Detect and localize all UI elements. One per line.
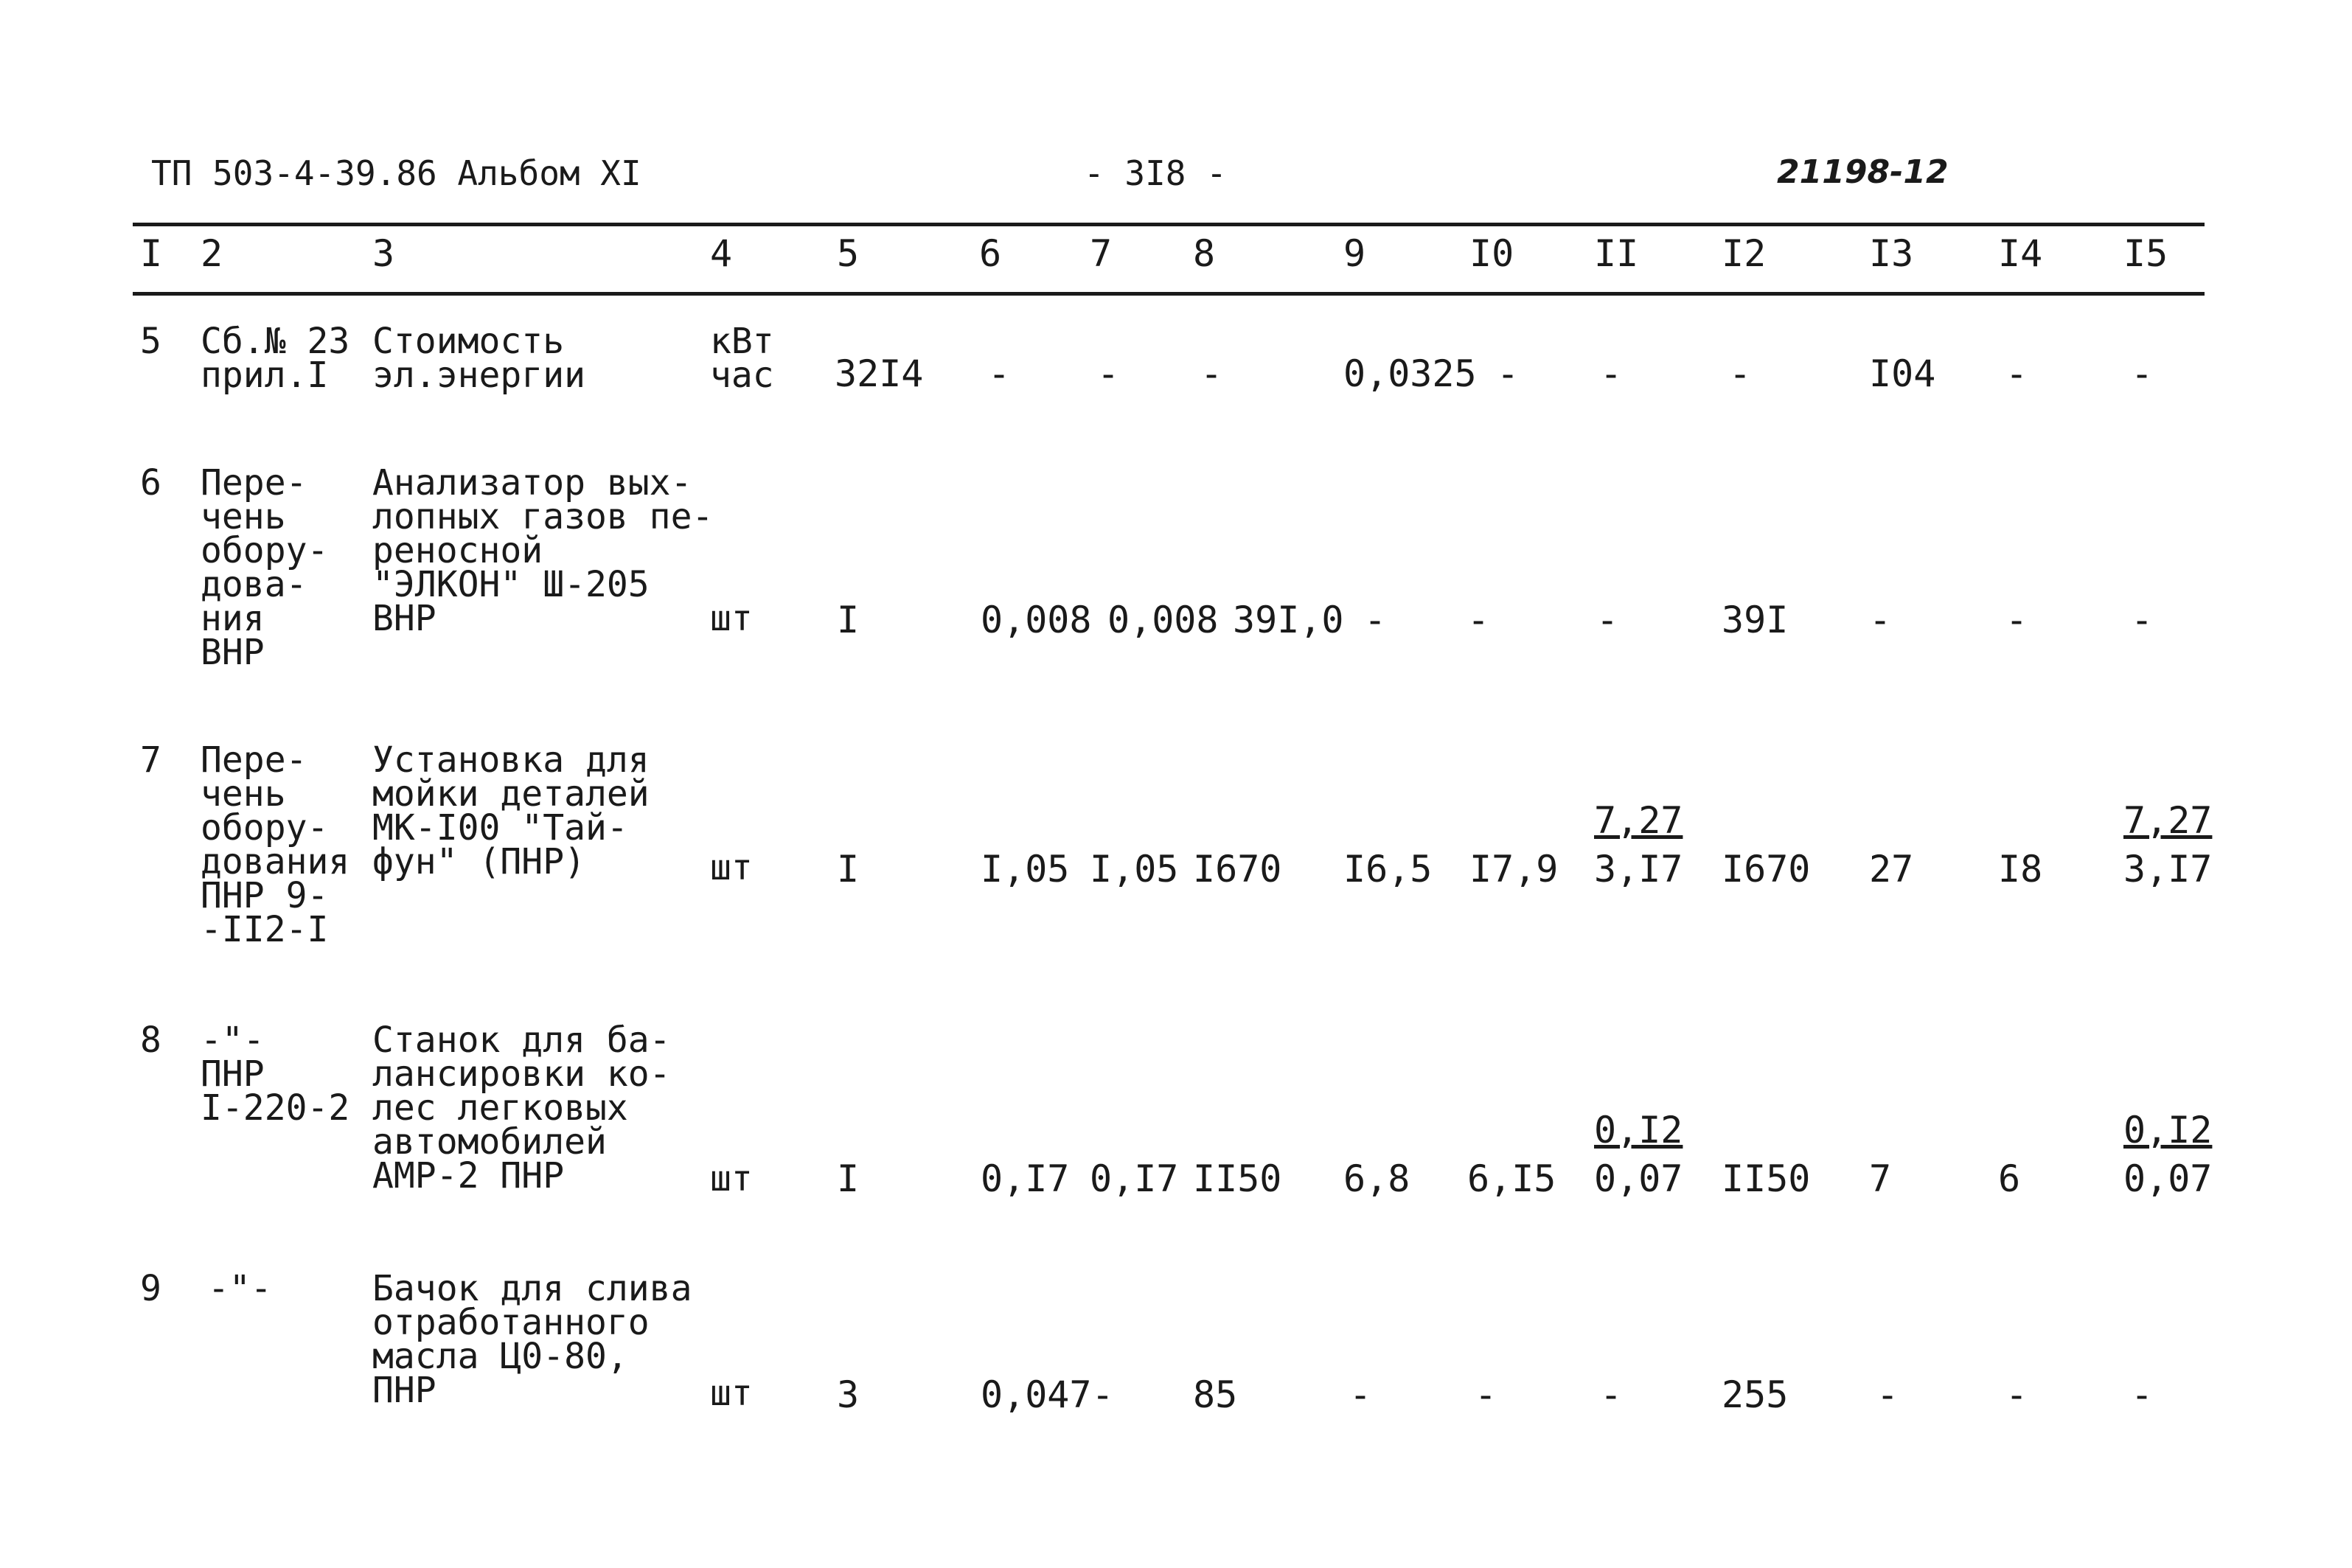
cell-c11-fraction xyxy=(1594,796,1683,893)
column-header: I xyxy=(140,232,163,275)
cell-c15-fraction xyxy=(2123,1106,2212,1203)
row-number: 7 xyxy=(140,739,161,781)
header-bottom-rule xyxy=(133,292,2205,296)
cell-c15-numerator: 0,I2 xyxy=(2123,1109,2213,1151)
column-header: 3 xyxy=(372,232,395,275)
cell-c14: I8 xyxy=(1998,848,2043,891)
row-name: Станок для ба- лансировки ко- лес легковых автомобилей АМР-2 ПНР xyxy=(372,1020,671,1196)
cell-c6: I,05 xyxy=(981,848,1070,891)
row-basis: Пере- чень обору- дования ПНР 9- -II2-I xyxy=(201,739,350,950)
cell-c8: 39I,0 xyxy=(1233,599,1344,641)
cell-c7: 0,I7 xyxy=(1090,1157,1179,1200)
column-header: I2 xyxy=(1722,232,1767,275)
cell-c15: - xyxy=(2131,352,2154,395)
cell-c11-denominator: 0,07 xyxy=(1594,1157,1683,1200)
cell-c5: I xyxy=(837,1157,860,1200)
cell-c7: I,05 xyxy=(1090,848,1179,891)
cell-c15: - xyxy=(2131,599,2154,641)
cell-c15-denominator: 3,I7 xyxy=(2123,848,2213,891)
row-basis: -"- xyxy=(208,1268,272,1309)
row-basis: Пере- чень обору- дова- ния ВНР xyxy=(201,462,329,673)
column-header: I0 xyxy=(1469,232,1514,275)
cell-c8: I670 xyxy=(1193,848,1282,891)
cell-c15-denominator: 0,07 xyxy=(2123,1157,2213,1200)
cell-c9: - xyxy=(1364,599,1387,641)
cell-c5: I xyxy=(837,599,860,641)
cell-c10: - xyxy=(1497,352,1520,395)
cell-c6: - xyxy=(988,352,1011,395)
cell-c5: I xyxy=(837,848,860,891)
column-header: I4 xyxy=(1998,232,2043,275)
cell-c13: - xyxy=(1869,599,1892,641)
column-header: 9 xyxy=(1343,232,1366,275)
cell-c5: 3 xyxy=(837,1373,860,1416)
cell-c10: 6,I5 xyxy=(1467,1157,1556,1200)
document-code: ТП 503-4-39.86 Альбом XI xyxy=(151,153,641,193)
column-header: 2 xyxy=(201,232,223,275)
cell-c11-numerator: 7,27 xyxy=(1594,799,1683,842)
cell-c15-fraction xyxy=(2123,796,2212,893)
row-unit: кВт час xyxy=(710,321,774,396)
table-top-rule xyxy=(133,223,2205,226)
page-number: - 3I8 - xyxy=(1084,153,1227,193)
row-unit: шт xyxy=(710,847,753,888)
cell-c12: II50 xyxy=(1722,1157,1811,1200)
cell-c15: - xyxy=(2131,1373,2154,1416)
column-header: II xyxy=(1594,232,1639,275)
column-header: 5 xyxy=(837,232,860,275)
column-header: I5 xyxy=(2123,232,2168,275)
cell-c8: 85 xyxy=(1193,1373,1238,1416)
document-number: 21198-12 xyxy=(1777,153,1949,191)
column-header: I3 xyxy=(1869,232,1914,275)
cell-c14: 6 xyxy=(1998,1157,2021,1200)
cell-c14: - xyxy=(2005,352,2028,395)
cell-c9: - xyxy=(1349,1373,1372,1416)
cell-c11: - xyxy=(1600,1373,1623,1416)
row-number: 6 xyxy=(140,462,161,503)
cell-c6: 0,008 xyxy=(981,599,1092,641)
cell-c9: 0,0325 xyxy=(1343,352,1477,395)
cell-c10: - xyxy=(1467,599,1490,641)
row-name: Стоимость эл.энергии xyxy=(372,321,585,396)
row-name: Установка для мойки деталей МК-I00 "Тай- фун" (ПНР) xyxy=(372,739,650,882)
cell-c14: - xyxy=(2005,1373,2028,1416)
cell-c9: I6,5 xyxy=(1343,848,1433,891)
cell-c6: 0,I7 xyxy=(981,1157,1070,1200)
cell-c10: - xyxy=(1475,1373,1497,1416)
cell-c13: 27 xyxy=(1869,848,1914,891)
cell-c11: - xyxy=(1596,599,1619,641)
cell-c11-fraction xyxy=(1594,1106,1683,1203)
row-unit: шт xyxy=(710,1373,753,1414)
row-basis: Сб.№ 23 прил.I xyxy=(201,321,350,396)
cell-c12: I670 xyxy=(1722,848,1811,891)
cell-c5: 32I4 xyxy=(835,352,924,395)
cell-c8: II50 xyxy=(1193,1157,1282,1200)
column-header: 4 xyxy=(710,232,733,275)
row-number: 8 xyxy=(140,1020,161,1061)
cell-c14: - xyxy=(2005,599,2028,641)
cell-c7: 0,008 xyxy=(1107,599,1219,641)
column-header: 6 xyxy=(979,232,1002,275)
row-number: 5 xyxy=(140,321,161,362)
cell-c12: - xyxy=(1729,352,1752,395)
cell-c12: 255 xyxy=(1722,1373,1789,1416)
cell-c7: - xyxy=(1097,352,1120,395)
column-header: 8 xyxy=(1193,232,1216,275)
row-name: Анализатор вых- лопных газов пе- реносной "ЭЛКОН" Ш-205 ВНР xyxy=(372,462,714,639)
cell-c8: - xyxy=(1200,352,1223,395)
cell-c11-numerator: 0,I2 xyxy=(1594,1109,1683,1151)
cell-c15-numerator: 7,27 xyxy=(2123,799,2213,842)
cell-c13: - xyxy=(1876,1373,1899,1416)
cell-c13: 7 xyxy=(1869,1157,1892,1200)
cell-c12: 39I xyxy=(1722,599,1789,641)
cell-c13: I04 xyxy=(1869,352,1936,395)
row-number: 9 xyxy=(140,1268,161,1309)
cell-c6: 0,047- xyxy=(981,1373,1114,1416)
row-basis: -"- ПНР I-220-2 xyxy=(201,1020,350,1129)
cell-c10: I7,9 xyxy=(1469,848,1559,891)
cell-c9: 6,8 xyxy=(1343,1157,1410,1200)
row-name: Бачок для слива отработанного масла Ц0-80, ПНР xyxy=(372,1268,692,1411)
cell-c11-denominator: 3,I7 xyxy=(1594,848,1683,891)
cell-c11: - xyxy=(1600,352,1623,395)
row-unit: шт xyxy=(710,598,753,639)
column-header: 7 xyxy=(1090,232,1113,275)
row-unit: шт xyxy=(710,1158,753,1199)
